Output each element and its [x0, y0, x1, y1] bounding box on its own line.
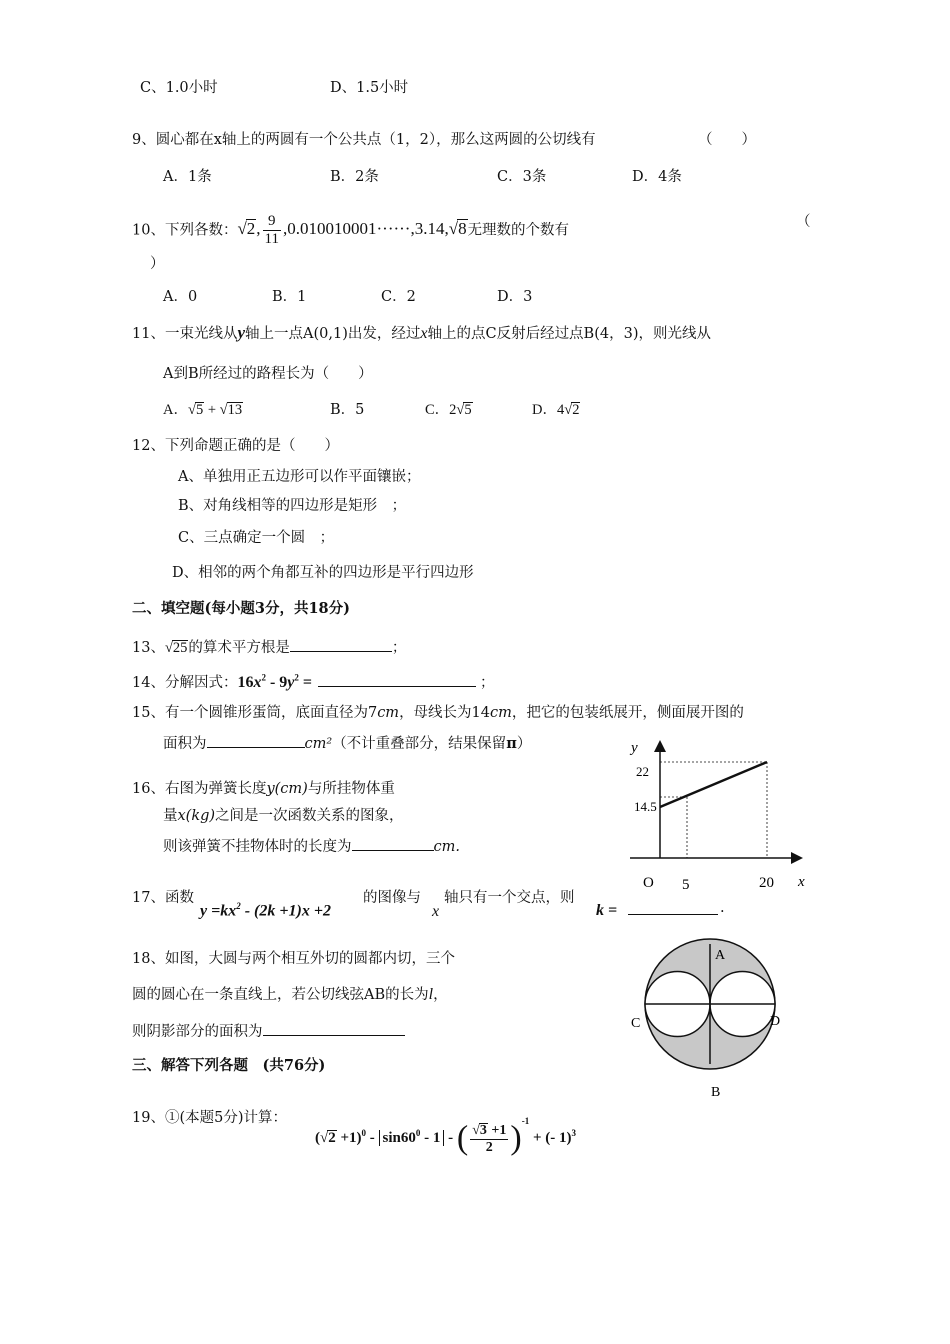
q18-line3: 则阴影部分的面积为	[132, 1021, 405, 1041]
q8-option-c: C、1.0小时	[140, 80, 218, 96]
q11-option-c: C．2√5	[425, 402, 472, 418]
q16-line3: 则该弹簧不挂物体时的长度为 cm.	[163, 836, 460, 856]
graph-ytick-22: 22	[636, 764, 649, 779]
q11-stem: 11、一束光线从y轴上一点A(0,1)出发，经过x轴上的点C反射后经过点B(4，3)，则光线从	[132, 323, 711, 342]
q12-option-a: A、单独用正五边形可以作平面镶嵌；	[178, 469, 421, 485]
q15-line2: 面积为 cm²（不计重叠部分，结果保留π）	[163, 735, 532, 752]
label-d: D	[770, 1014, 781, 1029]
q14-answer-blank[interactable]	[318, 672, 476, 687]
q15-answer-blank[interactable]	[207, 733, 305, 748]
graph-xtick-5: 5	[682, 877, 690, 893]
q16-answer-blank[interactable]	[352, 836, 434, 851]
section-2-heading: 二、填空题(每小题3分，共18分)	[132, 600, 350, 617]
q18-answer-blank[interactable]	[263, 1021, 405, 1036]
q19-label: 19、①(本题5分)计算：	[132, 1110, 287, 1126]
q10-numbers: √2, $\frac{9}{11}$ ,0.010010001······,3.14,√8	[237, 213, 467, 247]
graph-origin: O	[643, 875, 654, 891]
circles-figure	[620, 935, 800, 1105]
q10-option-d: D．3	[497, 289, 533, 305]
q9-option-b: B．2条	[330, 169, 379, 185]
q16-line1: 16、右图为弹簧长度y(cm)与所挂物体重	[132, 781, 395, 797]
graph-line	[660, 762, 767, 807]
q15-line1: 15、有一个圆锥形蛋筒，底面直径为7cm，母线长为14cm，把它的包装纸展开，侧面展开图的	[132, 705, 744, 721]
q10-option-c: C．2	[381, 289, 416, 305]
q14: 14、分解因式：$16x^2 - 9y^2$ = ；	[132, 672, 495, 691]
q10-paren-close: ）	[150, 256, 165, 272]
q9-option-c: C．3条	[497, 169, 547, 185]
q11-option-d: D．4√2	[532, 402, 580, 418]
q11-option-b: B．5	[330, 402, 365, 418]
section-3-heading: 三、解答下列各题 (共76分)	[132, 1057, 326, 1074]
q12-stem: 12、下列命题正确的是（ ）	[132, 438, 339, 454]
label-c: C	[631, 1016, 641, 1031]
q9-stem: 9、圆心都在x轴上的两圆有一个公共点（1，2），那么这两圆的公切线有	[132, 132, 596, 148]
q17-mid: 的图像与	[363, 890, 421, 906]
q12-option-b: B、对角线相等的四边形是矩形 ；	[178, 498, 407, 514]
q17-k: k =	[596, 902, 618, 919]
q17-end: .	[720, 900, 725, 916]
q9-paren: （ ）	[698, 132, 756, 148]
q10-suffix: 无理数的个数有	[467, 222, 570, 239]
q19-abs: $\sin 60^0 - 1$	[379, 1130, 445, 1146]
q13: 13、√25的算术平方根是 ；	[132, 637, 406, 657]
graph-x-label: x	[798, 874, 805, 890]
q11-option-a: A．√5 + √13	[163, 402, 243, 418]
q17-prefix: 17、函数	[132, 890, 194, 906]
q10-stem	[132, 214, 569, 247]
q18-line1: 18、如图，大圆与两个相互外切的圆都内切，三个	[132, 951, 455, 967]
q18-line2: 圆的圆心在一条直线上，若公切线弦AB的长为l，	[132, 986, 448, 1003]
q17-function: $y =kx^2 - (2k +1)x +2$	[200, 901, 331, 920]
q17-x: x	[432, 903, 440, 920]
q13-answer-blank[interactable]	[290, 637, 392, 652]
spring-graph	[620, 735, 820, 895]
graph-xtick-20: 20	[759, 875, 774, 891]
q9-option-a: A．1条	[163, 169, 212, 185]
q12-option-d: D、相邻的两个角都互补的四边形是平行四边形	[172, 565, 474, 581]
q17-answer-blank[interactable]	[628, 900, 718, 915]
label-b: B	[711, 1085, 721, 1100]
q8-option-d: D、1.5小时	[330, 80, 409, 96]
fraction-9-11: $\frac{9}{11}$	[264, 213, 279, 247]
q12-option-c: C、三点确定一个圆 ；	[178, 530, 335, 546]
q10-prefix: 10、下列各数：	[132, 222, 238, 239]
graph-y-label: y	[631, 740, 638, 756]
graph-ytick-14-5: 14.5	[634, 799, 657, 814]
q17-suffix: 轴只有一个交点，则	[444, 890, 575, 906]
label-a: A	[715, 948, 726, 963]
q9-option-d: D．4条	[632, 169, 682, 185]
q11-line2: A到B所经过的路程长为（ ）	[163, 366, 373, 382]
q19-expression: $(√2 +1)^0 - \sin 60^0 - 1$ - ( $\frac{√3 +1}{2}$ )$^{-1}$ + (- 1)$^3$	[315, 1116, 577, 1157]
q10-paren-open: （	[796, 214, 811, 230]
q16-line2: 量x(kg)之间是一次函数关系的图象，	[163, 808, 404, 824]
q10-option-b: B．1	[272, 289, 307, 305]
q10-option-a: A．0	[163, 289, 198, 305]
